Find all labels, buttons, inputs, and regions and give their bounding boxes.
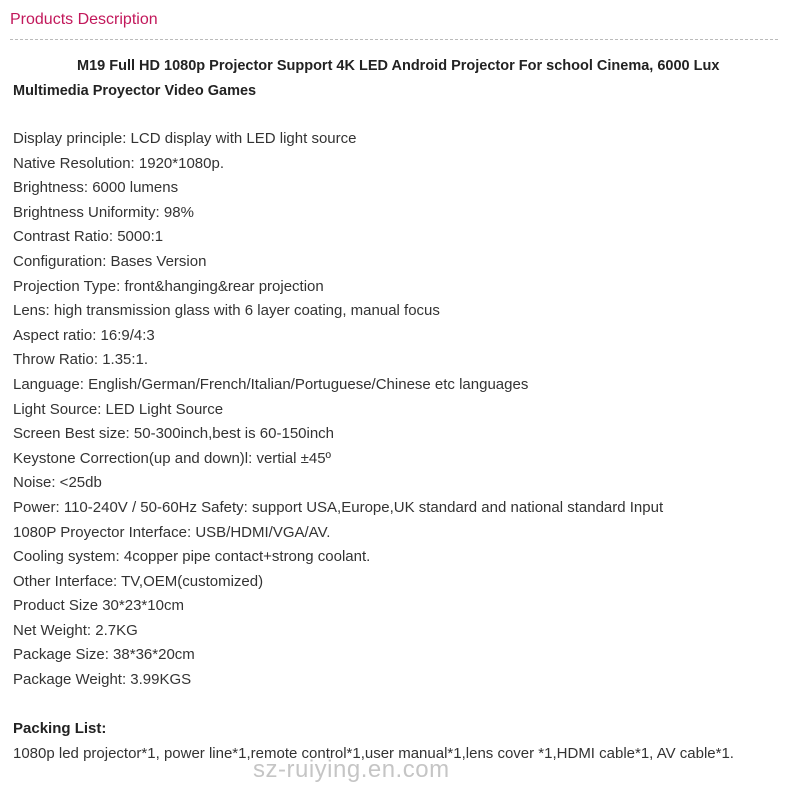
spec-item: Brightness Uniformity: 98% <box>13 203 194 221</box>
spec-item: Net Weight: 2.7KG <box>13 621 138 639</box>
spec-item: Aspect ratio: 16:9/4:3 <box>13 326 155 344</box>
divider <box>10 39 778 40</box>
spec-item: Keystone Correction(up and down)l: vertial ±45º <box>13 449 332 467</box>
spec-item: Product Size 30*23*10cm <box>13 597 184 615</box>
spec-item: Package Weight: 3.99KGS <box>13 671 192 689</box>
spec-item: Other Interface: TV,OEM(customized) <box>13 572 264 590</box>
spec-item: Lens: high transmission glass with 6 layer coating, manual focus <box>13 302 440 320</box>
spec-item: Display principle: LCD display with LED light source <box>13 130 357 147</box>
spec-item: Configuration: Bases Version <box>13 252 207 270</box>
spec-item: Language: English/German/French/Italian/Portuguese/Chinese etc languages <box>13 375 529 393</box>
spec-item: 1080P Proyector Interface: USB/HDMI/VGA/AV. <box>13 523 331 541</box>
packing-list-title: Packing List: <box>13 720 107 737</box>
spec-item: Power: 110-240V / 50-60Hz Safety: support USA,Europe,UK standard and national standard Input <box>13 498 664 516</box>
spec-item: Screen Best size: 50-300inch,best is 60-150inch <box>13 425 335 443</box>
spec-list <box>13 127 663 693</box>
spec-item: Throw Ratio: 1.35:1. <box>13 351 149 369</box>
spec-item: Light Source: LED Light Source <box>13 400 224 418</box>
spec-item: Native Resolution: 1920*1080p. <box>13 154 224 172</box>
spec-item: Package Size: 38*36*20cm <box>13 646 195 664</box>
spec-item: Contrast Ratio: 5000:1 <box>13 228 164 246</box>
spec-item: Projection Type: front&hanging&rear projection <box>13 277 324 295</box>
spec-item: Brightness: 6000 lumens <box>13 179 179 197</box>
watermark: sz-ruiying.en.com <box>253 756 450 783</box>
section-title: Products Description <box>10 11 158 28</box>
spec-item: Noise: <25db <box>13 474 102 492</box>
product-title: M19 Full HD 1080p Projector Support 4K LED Android Projector For school Cinema, 6000 Lux Multimedia Proyector Video Games <box>13 58 720 99</box>
spec-item: Cooling system: 4copper pipe contact+strong coolant. <box>13 548 371 566</box>
packing-list-text: 1080p led projector*1, power line*1,remote control*1,user manual*1,lens cover *1,HDMI cable*1, AV cable*1. <box>13 745 734 762</box>
